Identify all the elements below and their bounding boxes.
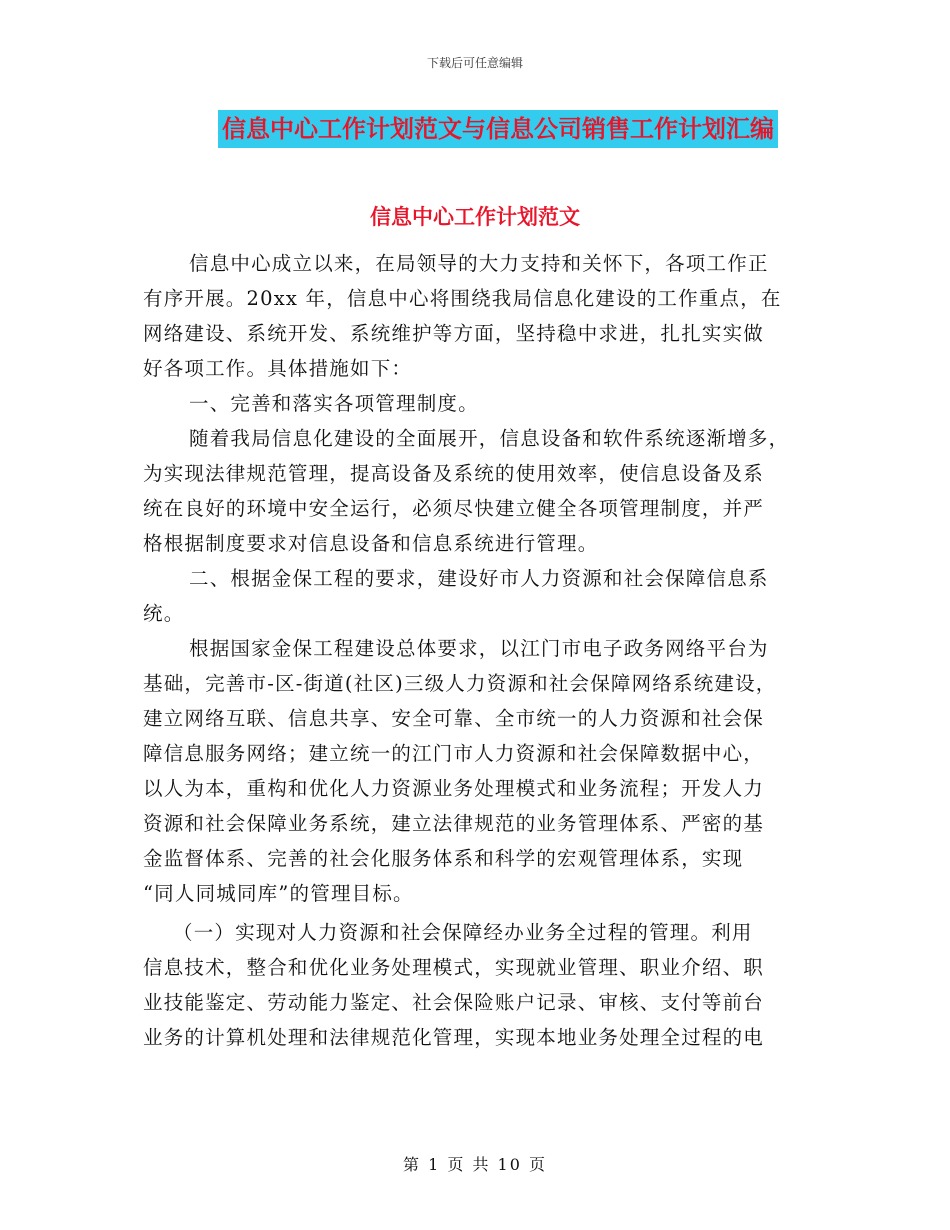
paragraph-line: 为实现法律规范管理，提高设备及系统的使用效率，使信息设备及系: [143, 462, 765, 485]
paragraph-line: 以人为本，重构和优化人力资源业务处理模式和业务流程；开发人力: [143, 777, 765, 800]
page-header-note: 下载后可任意编辑: [426, 56, 523, 70]
paragraph-line: 信息技术，整合和优化业务处理模式，实现就业管理、职业介绍、职: [143, 956, 765, 979]
paragraph-line: 业技能鉴定、劳动能力鉴定、社会保险账户记录、审核、支付等前台: [143, 991, 765, 1014]
paragraph-line: 统在良好的环境中安全运行，必须尽快建立健全各项管理制度，并严: [143, 497, 765, 520]
paragraph-line: 统。: [143, 602, 185, 625]
subheading-line: （一）实现对人力资源和社会保障经办业务全过程的管理。利用: [173, 921, 753, 944]
paragraph-line: 业务的计算机处理和法律规范化管理，实现本地业务处理全过程的电: [143, 1026, 765, 1049]
paragraph-line: 随着我局信息化建设的全面展开，信息设备和软件系统逐渐增多，: [189, 427, 790, 450]
document-body: [143, 246, 809, 1055]
main-title-container: [0, 110, 950, 148]
paragraph-line: 障信息服务网络；建立统一的江门市人力资源和社会保障数据中心，: [143, 742, 765, 765]
section-title: 信息中心工作计划范文: [370, 205, 580, 229]
paragraph-line: 有序开展。20xx 年，信息中心将围绕我局信息化建设的工作重点，在: [143, 287, 782, 310]
paragraph-line: 建立网络互联、信息共享、安全可靠、全市统一的人力资源和社会保: [143, 707, 765, 730]
paragraph-line: 资源和社会保障业务系统，建立法律规范的业务管理体系、严密的基: [143, 812, 765, 835]
heading-line: 二、根据金保工程的要求，建设好市人力资源和社会保障信息系: [189, 567, 769, 590]
paragraph-line: 基础，完善市-区-街道(社区)三级人力资源和社会保障网络系统建设，: [143, 672, 777, 695]
document-main-title: 信息中心工作计划范文与信息公司销售工作计划汇编: [218, 110, 778, 148]
paragraph-line: 好各项工作。具体措施如下：: [143, 357, 413, 380]
paragraph-line: “同人同城同库”的管理目标。: [143, 882, 414, 905]
paragraph-line: 金监督体系、完善的社会化服务体系和科学的宏观管理体系，实现: [143, 847, 744, 870]
page-number-footer: 第 1 页 共 10 页: [403, 1155, 547, 1174]
paragraph-line: 网络建设、系统开发、系统维护等方面，坚持稳中求进，扎扎实实做: [143, 322, 765, 345]
heading-line: 一、完善和落实各项管理制度。: [189, 392, 479, 415]
paragraph-line: 根据国家金保工程建设总体要求，以江门市电子政务网络平台为: [189, 637, 769, 660]
paragraph-line: 格根据制度要求对信息设备和信息系统进行管理。: [143, 532, 599, 555]
paragraph-line: 信息中心成立以来，在局领导的大力支持和关怀下，各项工作正: [189, 252, 769, 275]
